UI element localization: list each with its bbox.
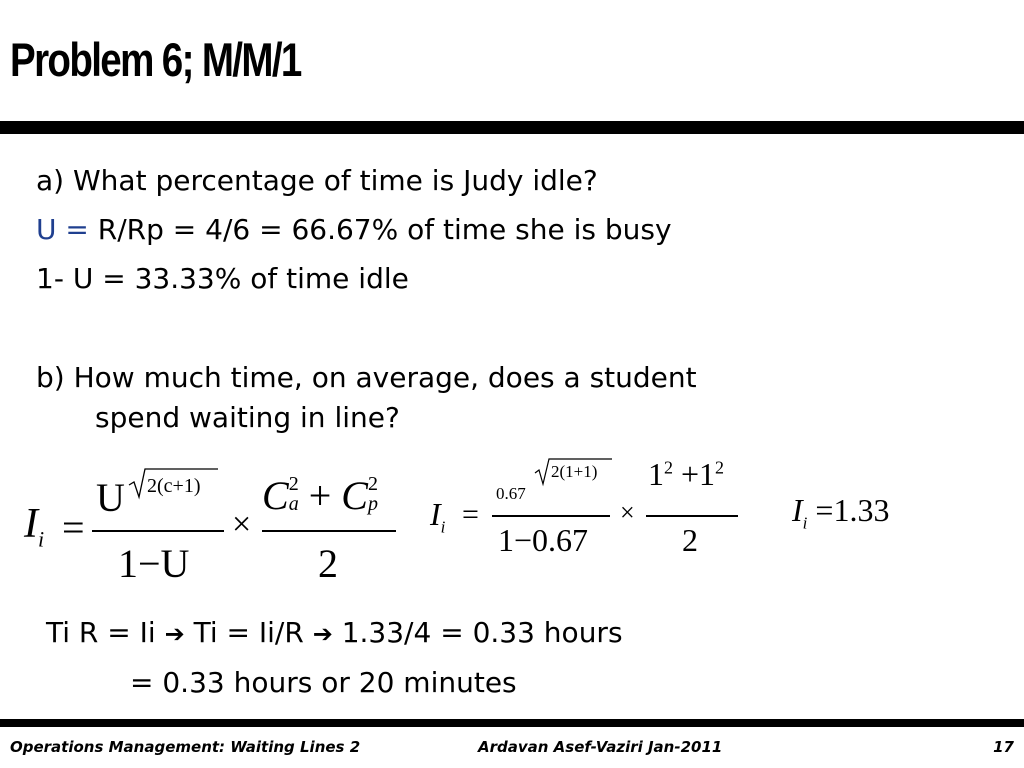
general-times: × [232,506,252,543]
idle-line: 1- U = 33.33% of time idle [36,262,409,295]
right-arrow-icon: ➔ [164,620,185,648]
right-arrow-icon: ➔ [312,620,333,648]
numeric-lhs: $I_i$ [430,496,446,537]
general-lhs: $I_i$ [24,501,45,552]
general-equals: = [62,505,85,550]
question-a: a) What percentage of time is Judy idle? [36,164,598,197]
numeric-denominator: 1−0.67 [498,522,589,558]
numeric-numerator: 0.67 [496,484,526,503]
numeric-fraction-bar-1 [492,515,610,517]
numeric-denominator-2: 2 [682,522,698,558]
general-numerator-u: U [96,475,125,520]
general-fraction-bar-2 [262,530,396,532]
utilization-line [36,213,672,247]
question-b-line1: b) How much time, on average, does a student [36,361,697,394]
numeric-fraction-bar-2 [646,515,738,517]
utilization-value: R/Rp = 4/6 = 66.67% of time she is busy [88,213,672,246]
general-fraction-bar-1 [92,530,224,532]
slide-title: Problem 6; M/M/1 [10,33,301,86]
utilization-label: U = [36,213,89,246]
numeric-times: × [620,498,635,527]
general-denominator: 1−U [118,541,190,586]
numeric-equals: = [462,498,479,531]
question-b-line2: spend waiting in line? [95,401,400,434]
footer-course-title: Operations Management: Waiting Lines 2 [10,738,361,756]
footer-author-date: Ardavan Asef-Vaziri Jan-2011 [478,738,723,756]
general-cv-sum: C 2 a + C 2 p [262,473,378,518]
general-denominator-2: 2 [318,541,338,586]
numeric-root-expression: 2(1+1) [551,462,598,481]
numeric-squares-sum: $1^2 +1^2$ [648,456,725,492]
formula-result: $I_i =1.33$ [792,492,890,533]
conclusion-line1: Ti R = Ii ➔ Ti = Ii/R ➔ 1.33/4 = 0.33 hours [46,616,623,649]
conclusion-line2: = 0.33 hours or 20 minutes [130,666,517,699]
footer-divider [0,719,1024,727]
general-root-expression: 2(c+1) [147,475,201,497]
footer-page-number: 17 [993,738,1014,756]
title-divider [0,121,1024,134]
